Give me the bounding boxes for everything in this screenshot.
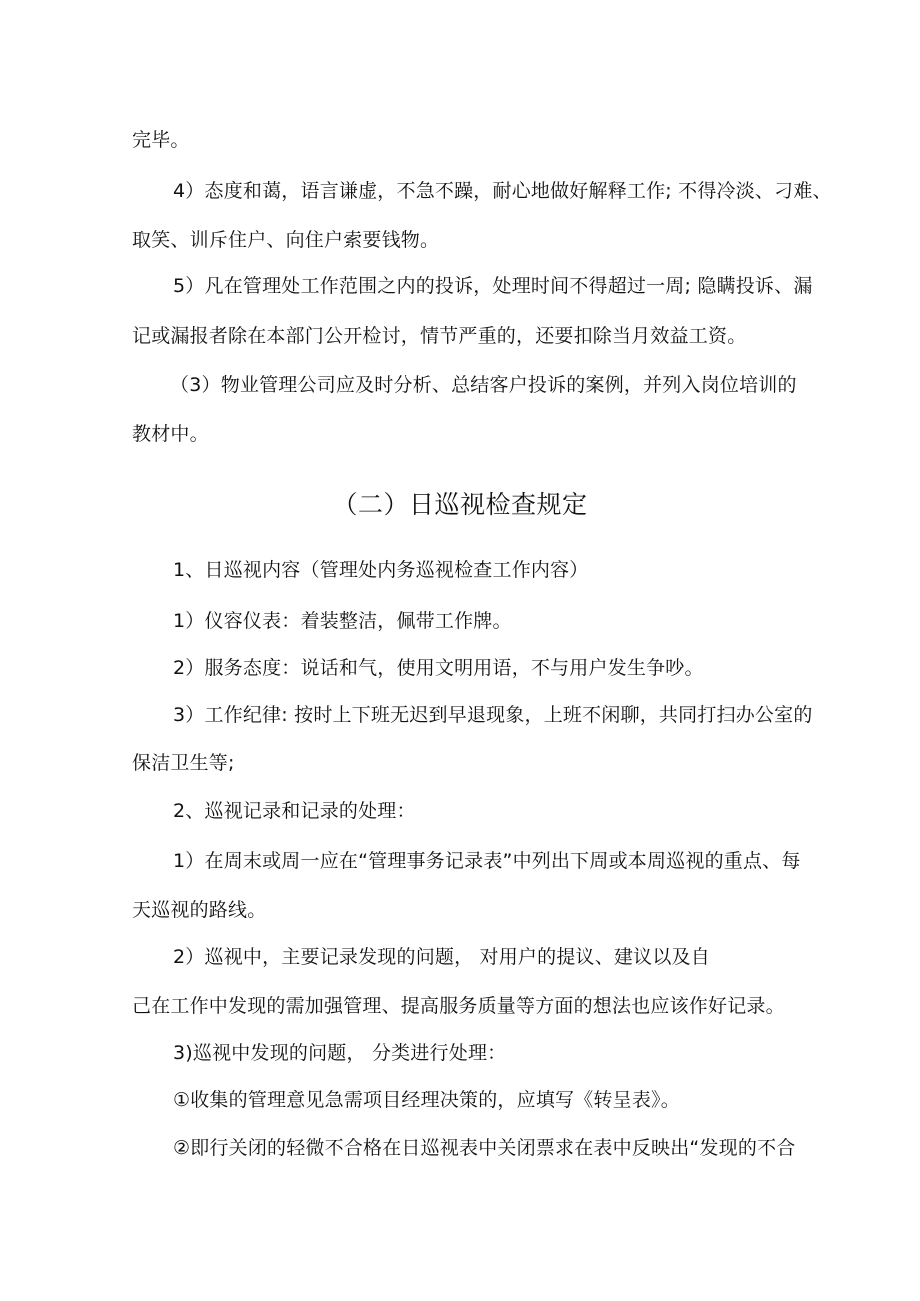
paragraph-line: 教材中。 [132,423,209,445]
paragraph-line: ①收集的管理意见急需项目经理决策的，应填写《转呈表》。 [173,1089,680,1111]
paragraph-line: 己在工作中发现的需加强管理、提高服务质量等方面的想法也应该作好记录。 [132,995,785,1017]
paragraph-line: 3）工作纪律: 按时上下班无迟到早退现象，上班不闲聊，共同打扫办公室的 [173,704,813,726]
paragraph-line: 4）态度和蔼，语言谦虚，不急不躁，耐心地做好解释工作; 不得冷淡、刁难、 [173,180,832,202]
paragraph-line: （3）物业管理公司应及时分析、总结客户投诉的案例，并列入岗位培训的 [170,374,797,396]
paragraph-line: 1）仪容仪表：着装整洁，佩带工作牌。 [173,610,512,632]
paragraph-line: 5）凡在管理处工作范围之内的投诉，处理时间不得超过一周; 隐瞒投诉、漏 [173,275,813,297]
paragraph-line: 记或漏报者除在本部门公开检讨，情节严重的，还要扣除当月效益工资。 [132,325,747,347]
paragraph-line: ②即行关闭的轻微不合格在日巡视表中关闭票求在表中反映出“发现的不合 [173,1137,796,1159]
paragraph-line: 完毕。 [132,129,190,151]
section-heading: （二）日巡视检查规定 [332,490,588,519]
paragraph-line: 3)巡视中发现的问题， 分类进行处理： [173,1042,507,1064]
paragraph-line: 保洁卫生等; [132,752,235,774]
paragraph-line: 2）服务态度：说话和气，使用文明用语，不与用户发生争吵。 [173,657,704,679]
paragraph-line: 2、巡视记录和记录的处理： [173,800,416,822]
paragraph-line: 1）在周末或周一应在“管理事务记录表”中列出下周或本周巡视的重点、每 [173,850,801,872]
paragraph-line: 天巡视的路线。 [132,899,267,921]
paragraph-line: 1、日巡视内容（管理处内务巡视检查工作内容） [173,559,589,581]
paragraph-line: 取笑、训斥住户、向住户索要钱物。 [132,229,440,251]
paragraph-line: 2）巡视中，主要记录发现的问题， 对用户的提议、建议以及自 [173,946,710,968]
